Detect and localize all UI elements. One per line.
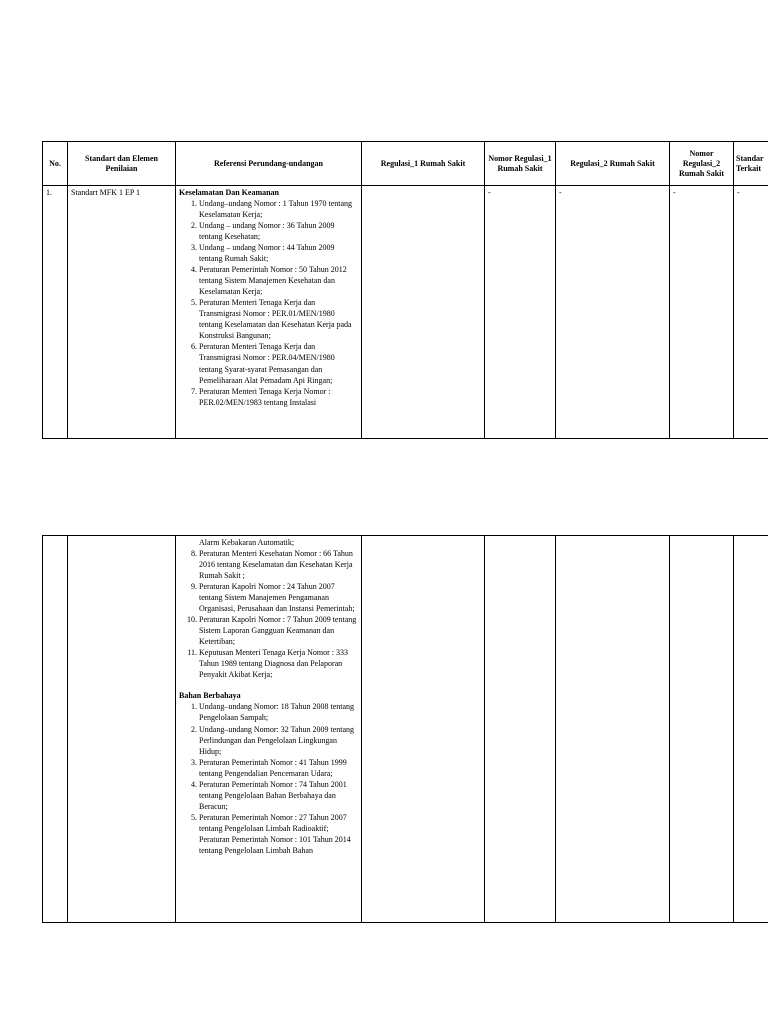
cell-no <box>43 536 68 923</box>
regulation-item: 6. Peraturan Menteri Tenaga Kerja dan Transmigrasi Nomor : PER.04/MEN/1980 tentang Syarat-syarat Pemasangan dan Pemeliharaan Alat Pemadam Api Ringan; <box>199 341 358 385</box>
cell-standart <box>68 536 176 923</box>
cell-referensi <box>176 536 362 923</box>
cell-regulasi-2: - <box>556 186 670 439</box>
regulation-item: 11. Keputusan Menteri Tenaga Kerja Nomor : 333 Tahun 1989 tentang Diagnosa dan Pelaporan Penyakit Akibat Kerja; <box>199 647 358 680</box>
regulation-list-bahan-berbahaya <box>179 701 358 855</box>
list-continuation: Alarm Kebakaran Automatik; <box>199 538 295 547</box>
section-title-bahan-berbahaya: Bahan Berbahaya <box>179 691 241 701</box>
cell-nomor-regulasi-2 <box>670 536 734 923</box>
regulation-item: 1. Undang–undang Nomor : 1 Tahun 1970 tentang Keselamatan Kerja; <box>199 198 358 220</box>
regulation-item: 1. Undang–undang Nomor: 18 Tahun 2008 tentang Pengelolaan Sampah; <box>199 701 358 723</box>
cell-referensi <box>176 186 362 439</box>
regulation-item: 10. Peraturan Kapolri Nomor : 7 Tahun 2009 tentang Sistem Laporan Gangguan Keamanan dan Ketertiban; <box>199 614 358 647</box>
cell-standart: Standart MFK 1 EP 1 <box>68 186 176 439</box>
table-header-row <box>43 142 768 186</box>
cell-standar-terkait <box>734 536 768 923</box>
header-standar-terkait: Standar Terkait <box>734 142 768 186</box>
section-title-keselamatan: Keselamatan Dan Keamanan <box>179 188 279 197</box>
header-regulasi-1: Regulasi_1 Rumah Sakit <box>362 142 485 186</box>
header-no: No. <box>43 142 68 186</box>
cell-no: 1. <box>43 186 68 439</box>
regulation-item: 4. Peraturan Pemerintah Nomor : 74 Tahun 2001 tentang Pengelolaan Bahan Berbahaya dan Beracun; <box>199 779 358 812</box>
header-nomor-regulasi-2: Nomor Regulasi_2 Rumah Sakit <box>670 142 734 186</box>
cell-standar-terkait: - <box>734 186 768 439</box>
regulation-item: 5. Peraturan Menteri Tenaga Kerja dan Transmigrasi Nomor : PER.01/MEN/1980 tentang Keselamatan dan Kesehatan Kerja pada Konstruksi Bangunan; <box>199 297 358 341</box>
header-regulasi-2: Regulasi_2 Rumah Sakit <box>556 142 670 186</box>
regulation-table-page-2 <box>42 535 768 923</box>
cell-nomor-regulasi-2: - <box>670 186 734 439</box>
regulation-item: 5. Peraturan Pemerintah Nomor : 27 Tahun 2007 tentang Pengelolaan Limbah Radioaktif; Peraturan Pemerintah Nomor : 101 Tahun 2014 tentang Pengelolaan Limbah Bahan <box>199 812 358 856</box>
table-row <box>43 536 768 923</box>
regulation-item: 4. Peraturan Pemerintah Nomor : 50 Tahun 2012 tentang Sistem Manajemen Kesehatan dan Keselamatan Kerja; <box>199 264 358 297</box>
regulation-item: 8. Peraturan Menteri Kesehatan Nomor : 66 Tahun 2016 tentang Keselamatan dan Kesehatan Kerja Rumah Sakit ; <box>199 548 358 581</box>
cell-regulasi-1 <box>362 536 485 923</box>
table-row <box>43 186 768 439</box>
header-referensi: Referensi Perundang-undangan <box>176 142 362 186</box>
regulation-item: 7. Peraturan Menteri Tenaga Kerja Nomor : PER.02/MEN/1983 tentang Instalasi <box>199 386 358 408</box>
cell-regulasi-1 <box>362 186 485 439</box>
cell-nomor-regulasi-1 <box>485 536 556 923</box>
cell-nomor-regulasi-1: - <box>485 186 556 439</box>
cell-regulasi-2 <box>556 536 670 923</box>
regulation-table-page-1 <box>42 141 768 439</box>
regulation-item: 3. Peraturan Pemerintah Nomor : 41 Tahun 1999 tentang Pengendalian Pencemaran Udara; <box>199 757 358 779</box>
regulation-item: 2. Undang – undang Nomor : 36 Tahun 2009 tentang Kesehatan; <box>199 220 358 242</box>
regulation-list-keselamatan <box>179 198 358 408</box>
header-standart: Standart dan Elemen Penilaian <box>68 142 176 186</box>
regulation-item: 2. Undang–undang Nomor: 32 Tahun 2009 tentang Perlindungan dan Pengelolaan Lingkungan Hidup; <box>199 724 358 757</box>
regulation-item: 3. Undang – undang Nomor : 44 Tahun 2009 tentang Rumah Sakit; <box>199 242 358 264</box>
header-nomor-regulasi-1: Nomor Regulasi_1 Rumah Sakit <box>485 142 556 186</box>
regulation-list-keselamatan-continued <box>179 548 358 680</box>
regulation-item: 9. Peraturan Kapolri Nomor : 24 Tahun 2007 tentang Sistem Manajemen Pengamanan Organisasi, Perusahaan dan Instansi Pemerintah; <box>199 581 358 614</box>
